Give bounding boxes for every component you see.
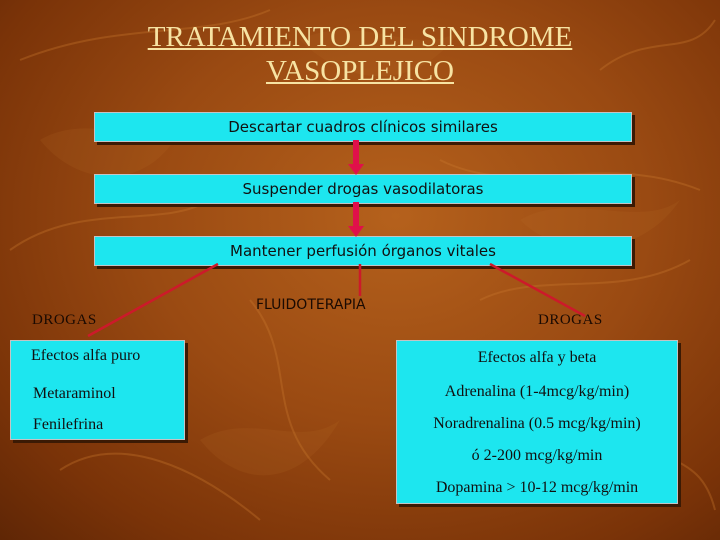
flow-step-3-box: Mantener perfusión órganos vitales	[94, 236, 632, 266]
left-drug-item: Efectos alfa puro	[31, 347, 141, 364]
left-drug-box	[10, 340, 185, 440]
left-drug-item: Fenilefrina	[33, 416, 104, 433]
right-drug-item: Dopamina > 10-12 mcg/kg/min	[435, 479, 639, 496]
connector-left	[88, 264, 218, 336]
connector-right	[490, 264, 585, 316]
right-drug-item: Adrenalina (1-4mcg/kg/min)	[444, 383, 630, 400]
title-line-1: TRATAMIENTO DEL SINDROME	[147, 21, 573, 53]
label-drogas-left: DROGAS	[32, 312, 97, 328]
label-fluidoterapia: FLUIDOTERAPIA	[256, 297, 366, 313]
flow-step-2-box: Suspender drogas vasodilatoras	[94, 174, 632, 204]
left-drug-item: Metaraminol	[33, 385, 116, 402]
right-drug-box	[396, 340, 678, 504]
flow-step-1-box: Descartar cuadros clínicos similares	[94, 112, 632, 142]
right-drug-item: ó 2-200 mcg/kg/min	[471, 447, 603, 464]
right-drug-item: Efectos alfa y beta	[477, 349, 597, 366]
title-line-2: VASOPLEJICO	[265, 55, 454, 87]
right-drug-item: Noradrenalina (0.5 mcg/kg/min)	[433, 415, 641, 432]
label-drogas-right: DROGAS	[538, 312, 603, 328]
